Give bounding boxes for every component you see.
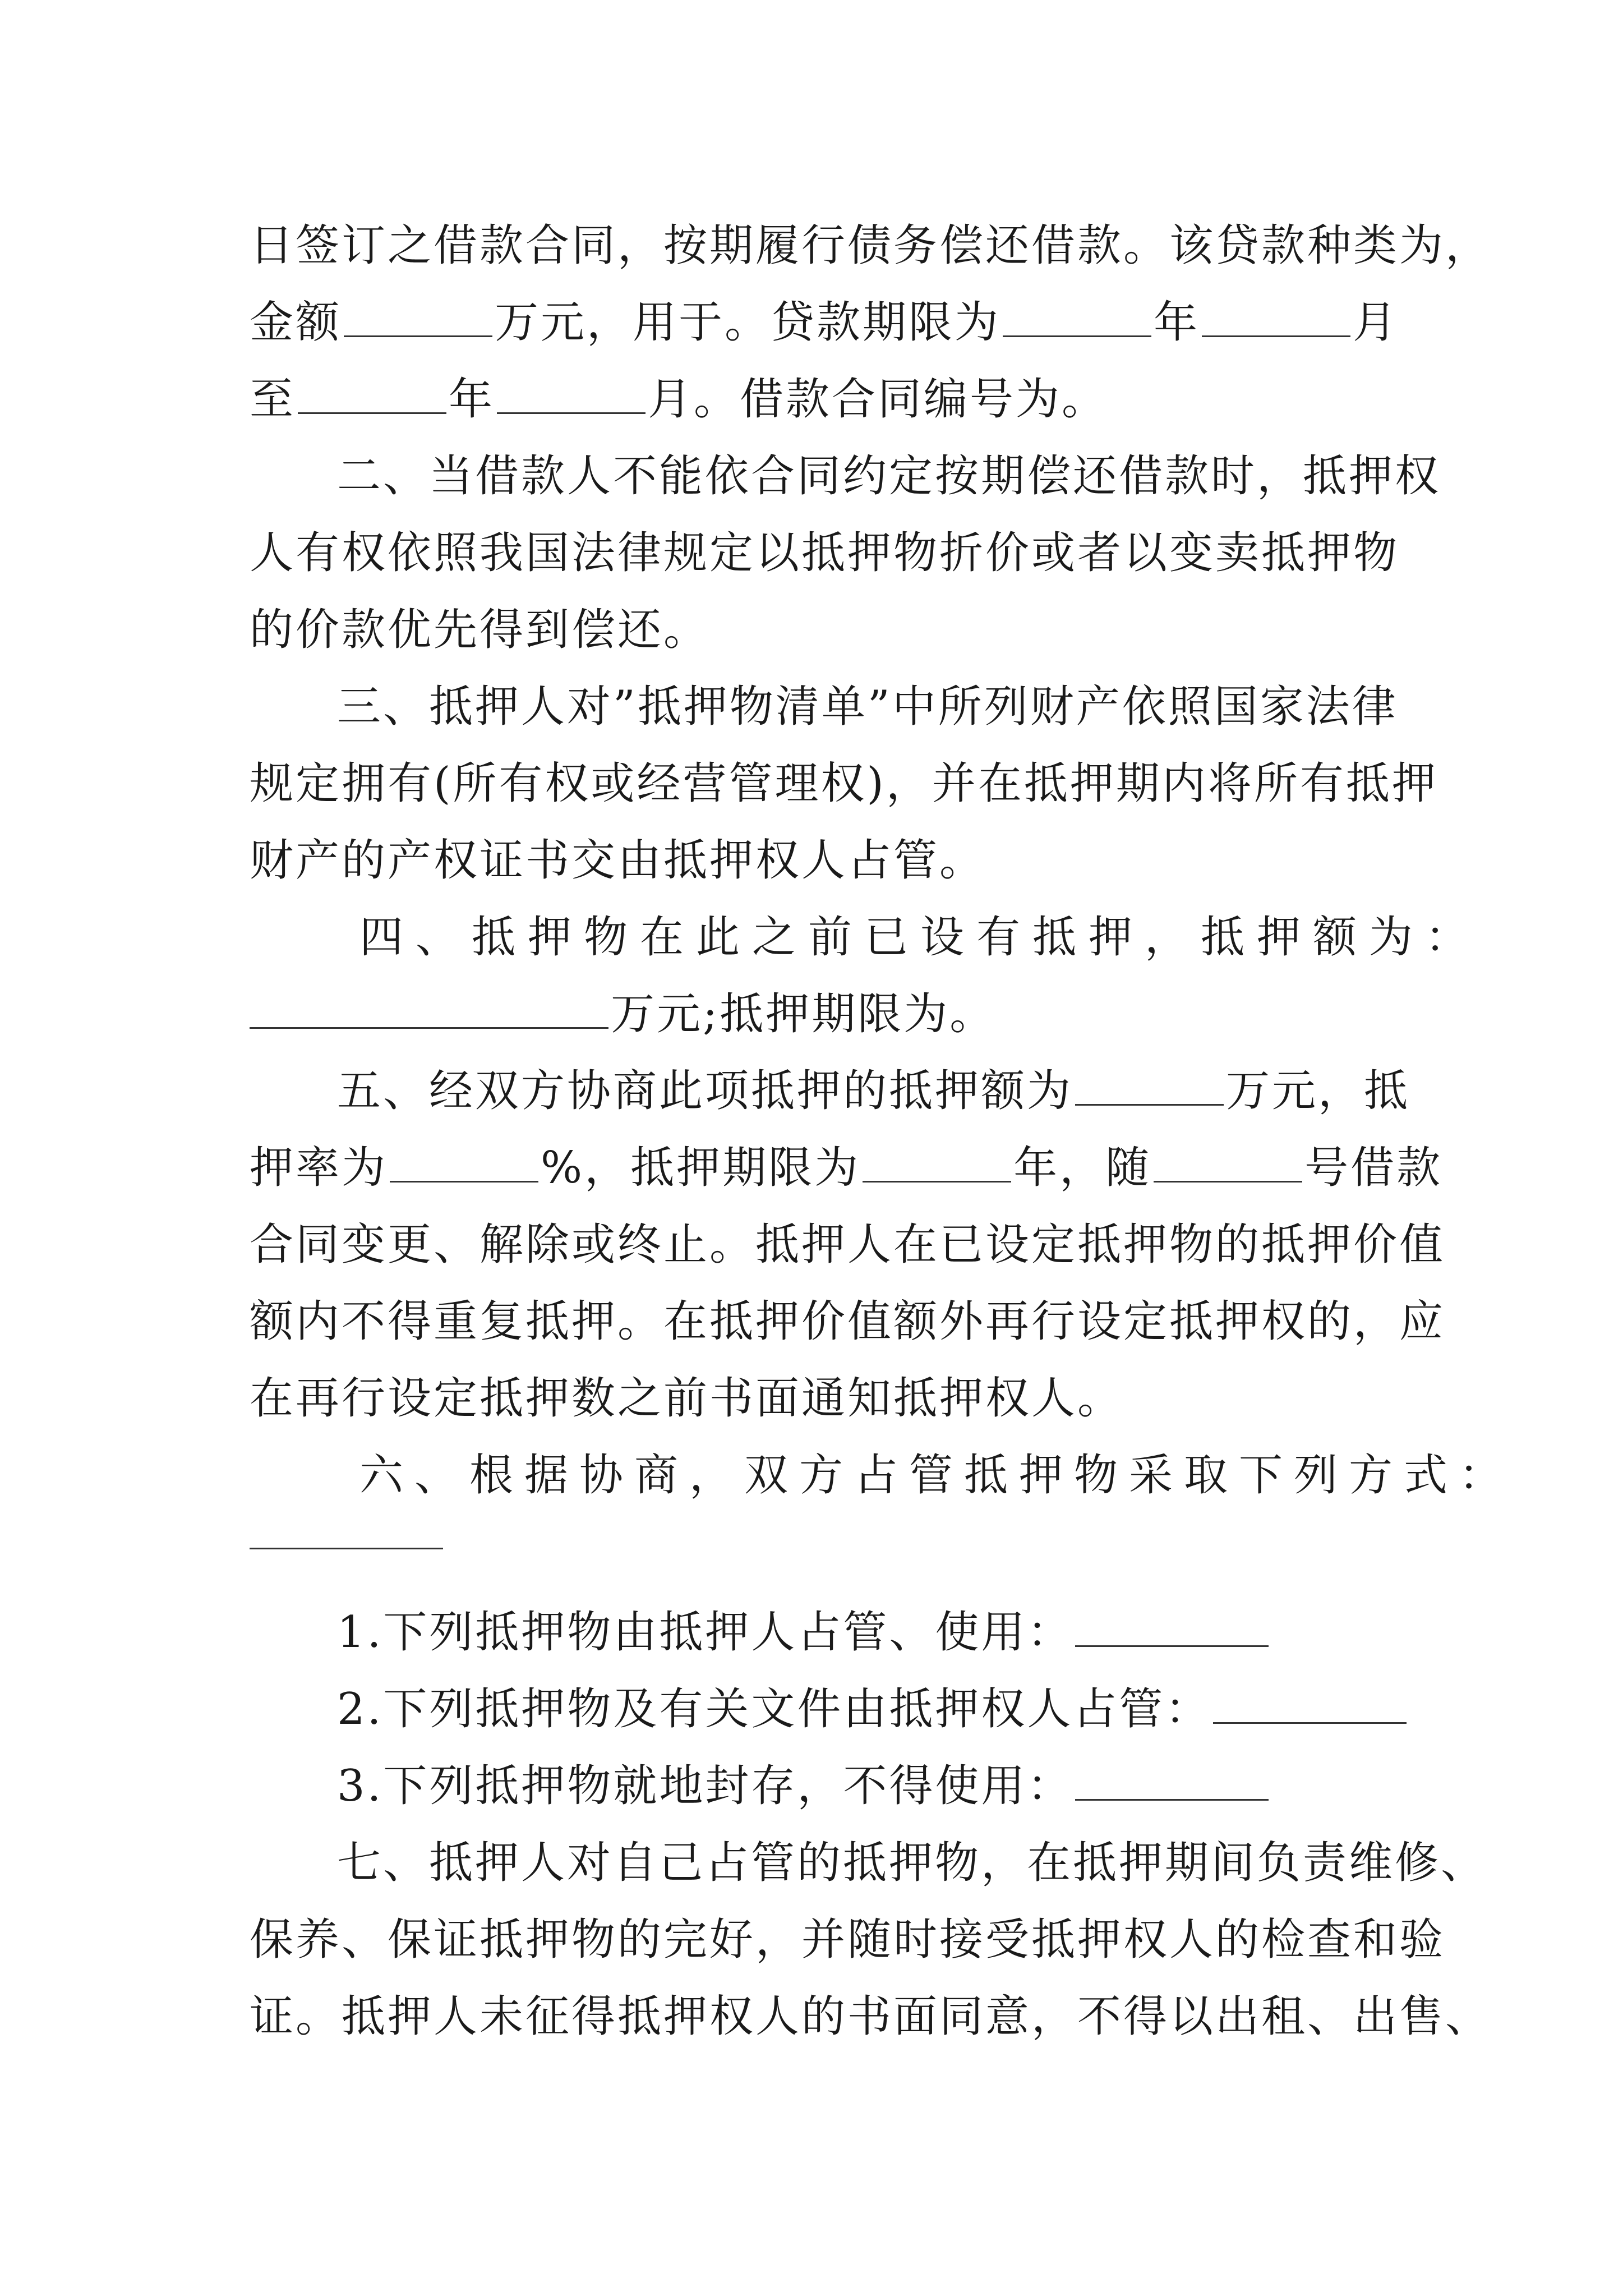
line-text: 1.下列抵押物由抵押人占管、使用：	[337, 1607, 1073, 1658]
fill-in-blank	[1075, 1760, 1269, 1801]
line-text: 年，随	[1013, 1143, 1152, 1193]
text-line	[250, 1360, 1388, 1437]
text-line	[250, 976, 1388, 1053]
text-line	[250, 1671, 1388, 1748]
text-line	[250, 1053, 1410, 1130]
text-line	[250, 592, 1388, 669]
line-text: 人有权依照我国法律规定以抵押物折价或者以变卖抵押物	[250, 528, 1400, 578]
text-line	[250, 284, 1399, 361]
line-text: 合同变更、解除或终止。抵押人在已设定抵押物的抵押价值	[250, 1220, 1446, 1270]
line-text: 月	[1353, 297, 1399, 348]
line-text: 日签订之借款合同，按期履行债务偿还借款。该贷款种类为，	[250, 220, 1492, 271]
line-text: 额内不得重复抵押。在抵押价值额外再行设定抵押权的，应	[250, 1296, 1446, 1347]
line-text: 金额	[250, 297, 342, 348]
text-line	[250, 746, 1438, 822]
fill-in-blank	[344, 296, 492, 337]
line-text: 万元;抵押期限为。	[611, 989, 996, 1039]
line-text: 3.下列抵押物就地封存，不得使用：	[337, 1761, 1073, 1811]
fill-in-blank	[1213, 1683, 1407, 1724]
fill-in-blank	[1075, 1606, 1269, 1647]
line-text: 万元，抵	[1226, 1066, 1410, 1116]
text-line	[250, 1594, 1388, 1671]
line-text: 年	[1154, 297, 1200, 348]
line-text: 的价款优先得到偿还。	[250, 605, 710, 655]
text-line	[250, 1748, 1388, 1825]
line-text: 七、抵押人对自己占管的抵押物，在抵押期间负责维修、	[337, 1838, 1487, 1888]
fill-in-blank	[1154, 1142, 1302, 1182]
text-line	[250, 1902, 1446, 1978]
line-text: 六、根据协商，双方占管抵押物采取下列方式：	[359, 1450, 1514, 1501]
line-text: %，抵押期限为	[541, 1143, 861, 1193]
line-segment	[250, 284, 1399, 361]
line-text: 五、经双方协商此项抵押的抵押额为	[337, 1066, 1073, 1116]
line-text: 四、抵押物在此之前已设有抵押，抵押额为：	[359, 912, 1482, 963]
fill-in-blank	[1202, 296, 1350, 337]
line-text: 证。抵押人未征得抵押权人的书面同意，不得以出租、出售、	[250, 1991, 1492, 2042]
fill-in-blank	[1003, 296, 1151, 337]
fill-in-blank	[390, 1142, 538, 1182]
line-text: 保养、保证抵押物的完好，并随时接受抵押权人的检查和验	[250, 1915, 1446, 1965]
line-text: 押率为	[250, 1143, 388, 1193]
line-text: 规定拥有(所有权或经营管理权)，并在抵押期内将所有抵押	[250, 758, 1438, 809]
text-line	[250, 669, 1398, 746]
text-line	[250, 515, 1400, 592]
text-line	[250, 1437, 1514, 1514]
fill-in-blank	[298, 373, 446, 414]
text-line	[250, 1978, 1492, 2055]
line-text: 2.下列抵押物及有关文件由抵押权人占管：	[337, 1684, 1211, 1734]
line-text: 万元，用于。贷款期限为	[495, 297, 1001, 348]
line-text: 在再行设定抵押数之前书面通知抵押权人。	[250, 1373, 1124, 1424]
text-line	[250, 1825, 1487, 1902]
text-line	[250, 208, 1492, 284]
line-text: 至	[250, 374, 296, 425]
text-line	[250, 438, 1441, 515]
fill-in-blank	[863, 1142, 1011, 1182]
fill-in-blank	[1075, 1065, 1224, 1106]
text-line	[250, 361, 1388, 438]
text-line	[250, 1283, 1446, 1360]
fill-in-blank	[250, 988, 608, 1029]
document-page	[250, 208, 1514, 2055]
fill-in-blank	[497, 373, 645, 414]
text-line	[250, 822, 1388, 899]
fill-in-blank	[250, 1514, 443, 1549]
line-text: 号借款	[1304, 1143, 1443, 1193]
line-text: 二、当借款人不能依合同约定按期偿还借款时，抵押权	[337, 451, 1441, 501]
line-text: 财产的产权证书交由抵押权人占管。	[250, 835, 986, 886]
text-line	[250, 1207, 1446, 1283]
line-text: 年	[449, 374, 495, 425]
line-text: 三、抵押人对”抵押物清单”中所列财产依照国家法律	[337, 682, 1398, 732]
text-line	[250, 899, 1482, 976]
text-line	[250, 1130, 1443, 1207]
line-text: 月。借款合同编号为。	[648, 374, 1108, 425]
